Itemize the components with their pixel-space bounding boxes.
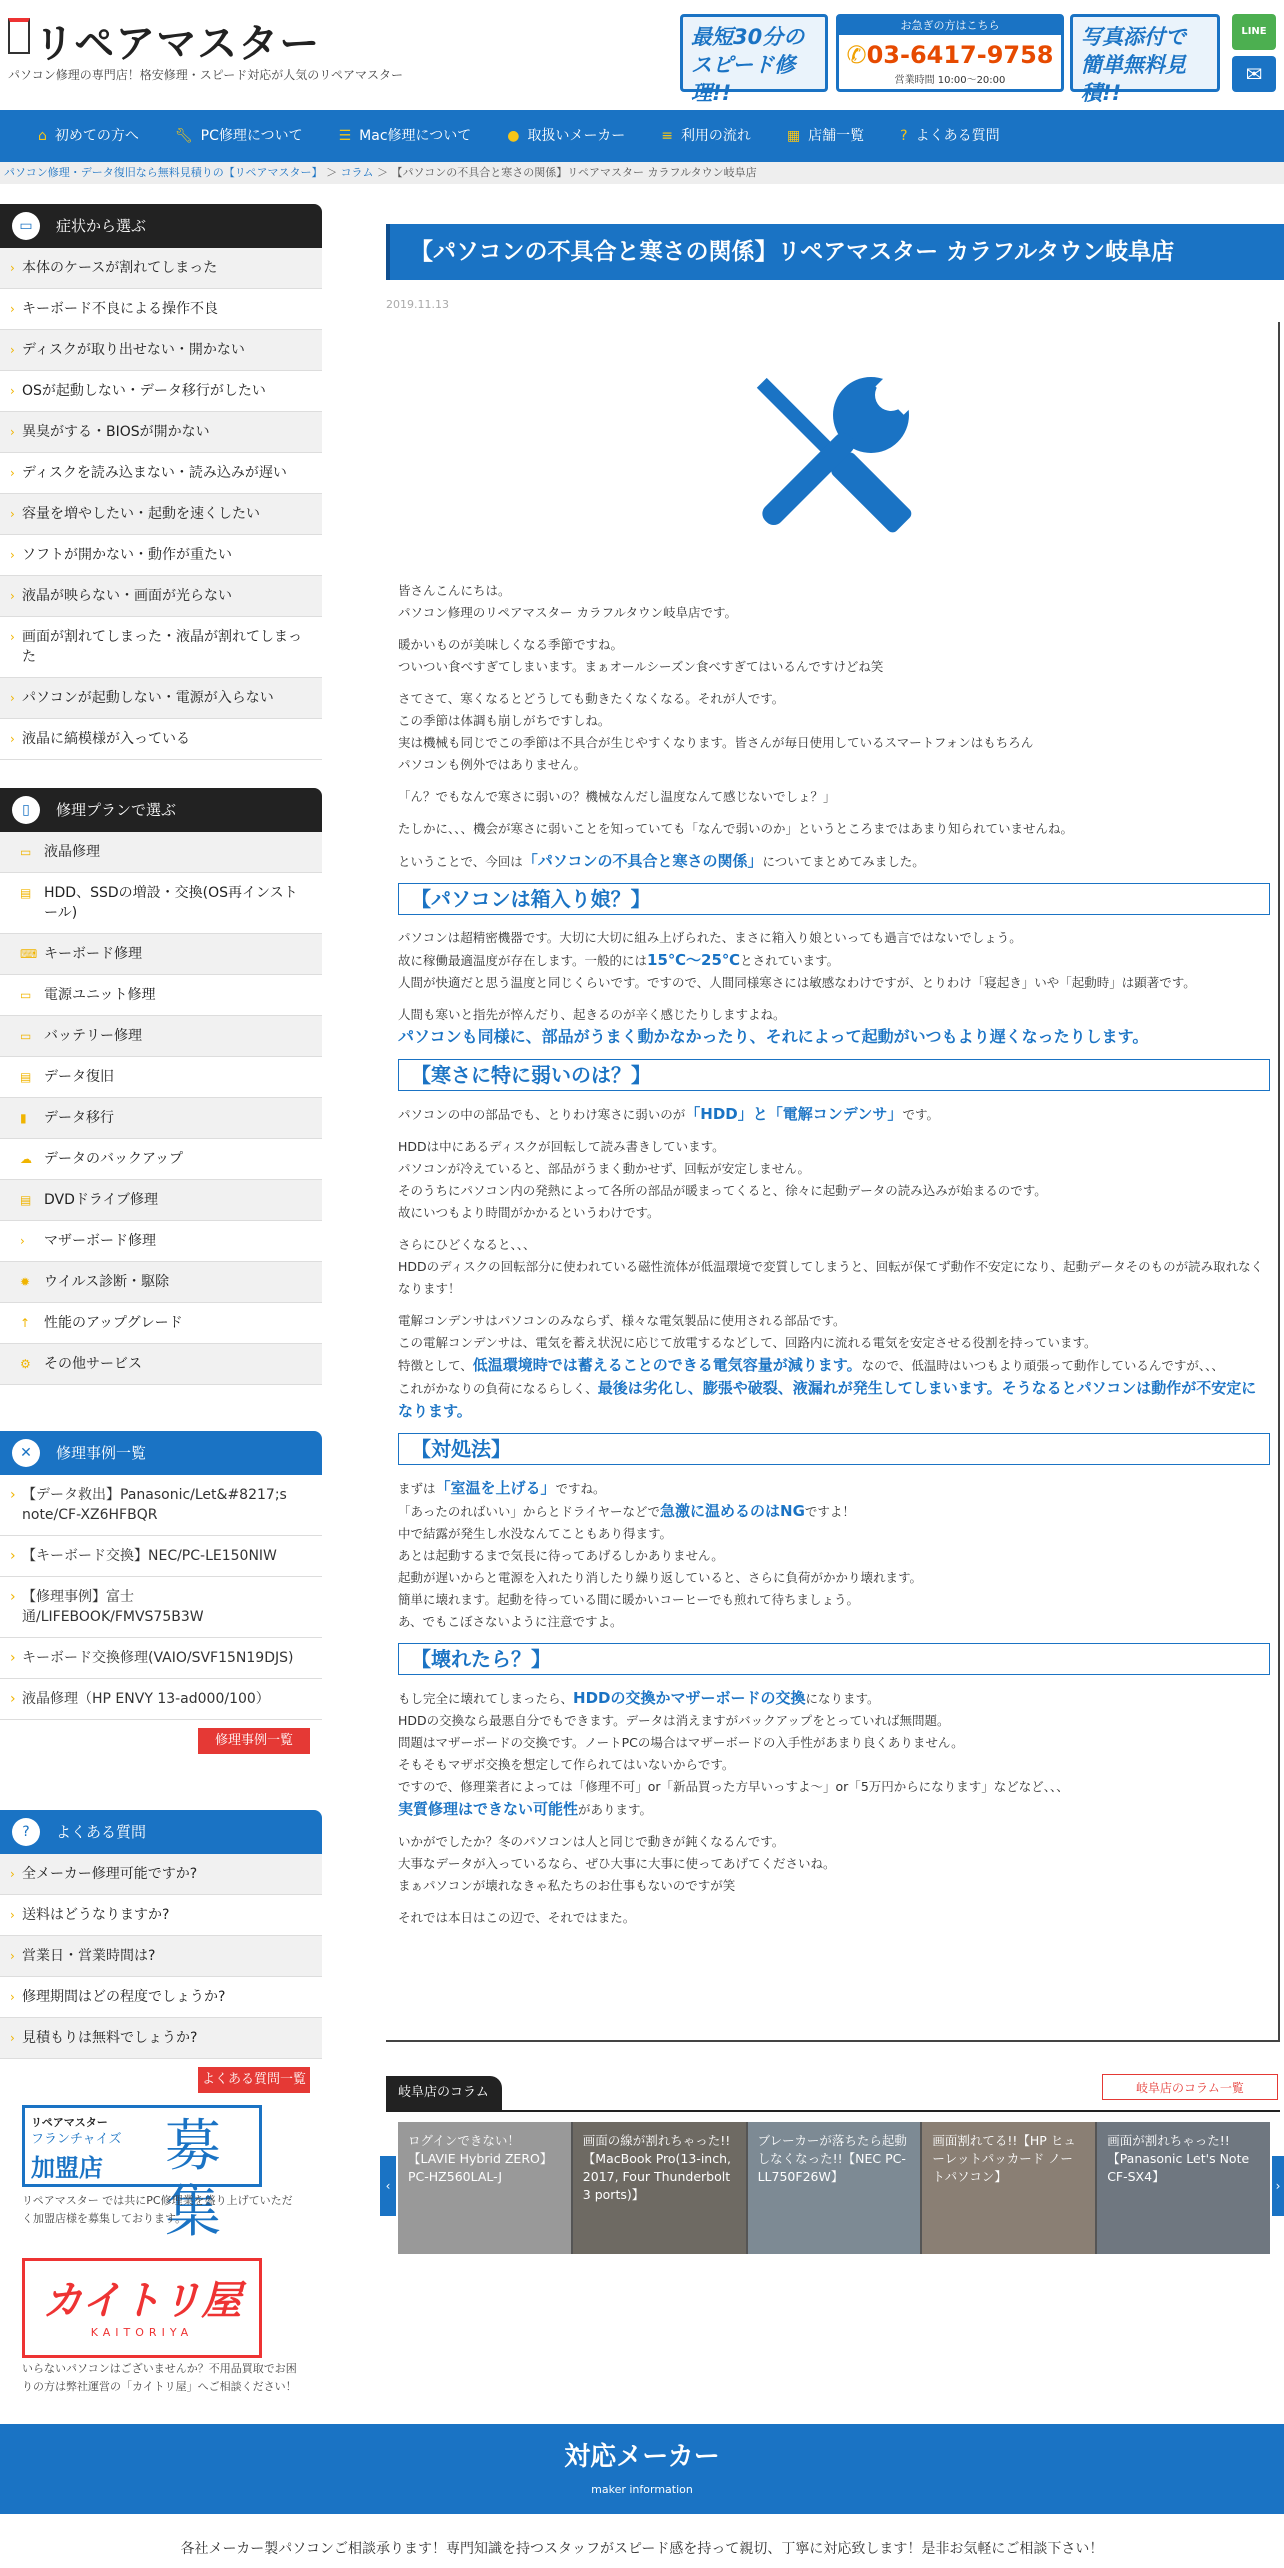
symptom-item[interactable] — [0, 617, 322, 678]
heading-weak: 【寒さに特に弱いのは？】 — [398, 1059, 1270, 1091]
chevron-right-icon: › — [10, 548, 15, 562]
nav-flow[interactable]: ≡ 利用の流れ — [647, 110, 765, 162]
symptom-label: 液晶が映らない・画面が光らない — [22, 588, 232, 604]
text-line: パソコン修理のリペアマスター カラフルタウン岐阜店です。 — [398, 605, 737, 620]
text-line: 問題はマザーボードの交換です。ノートPCの場合はマザーボードの入手性があまり良くありません。 — [398, 1735, 964, 1750]
nav-shops[interactable]: ▦ 店舗一覧 — [773, 110, 878, 162]
heading-fix: 【対処法】 — [398, 1433, 1270, 1465]
plan-label: キーボード修理 — [44, 946, 142, 962]
column-heading: 岐阜店のコラム — [386, 2076, 502, 2110]
chevron-right-icon: › — [10, 732, 15, 746]
faq-item[interactable] — [0, 1977, 322, 2018]
faq-list-button[interactable]: よくある質問一覧 — [198, 2067, 310, 2093]
text-line: あとは起動するまで気長に待ってあげるしかありません。 — [398, 1548, 724, 1563]
plan-item[interactable] — [0, 1139, 322, 1180]
hdd-paragraph — [398, 1136, 1270, 1224]
symptom-item[interactable] — [0, 248, 322, 289]
speed-badge-line2: スピード修理!! — [691, 53, 796, 105]
text-line: ですので、修理業者によっては「修理不可」or「新品買った方早いっすよ〜」or「5万円からになります」などなど、、、 — [398, 1779, 1069, 1794]
breadcrumb-current: 【パソコンの不具合と寒さの関係】リペアマスター カラフルタウン岐阜店 — [391, 166, 757, 179]
text-line: さてさて、寒くなるとどうしても動きたくなくなる。それが人です。 — [398, 691, 785, 706]
symptom-item[interactable] — [0, 453, 322, 494]
post-date: 2019.11.13 — [386, 298, 449, 311]
plan-item[interactable] — [0, 832, 322, 873]
case-label: 【キーボード交換】NEC/PC-LE150NIW — [22, 1548, 277, 1564]
fix-paragraph: まずは「室温を上げる」ですね。 「あったのればいい」からとドライヤーなどで急激に温めるのはNGですよ！ 中で結露が発生し水没なんてこともあり得ます。 あとは起動するまで気長に待ってあげるしかありません。 起動が遅いからと電源を入れたり消したり繰り返していると、さらに負荷がかかり壊れます。 簡単に壊れます。起動を待っている間に暖かいコーヒーでも煎れて待ちましょう。 あ、でもこぼさないように注意ですよ。 — [398, 1479, 923, 1629]
plan-label: ウイルス診断・駆除 — [44, 1274, 170, 1290]
business-hours: 営業時間 10:00〜20:00 — [894, 75, 1006, 86]
drive-icon: ▤ — [20, 886, 32, 900]
symptom-label: 液晶に縞模様が入っている — [22, 731, 190, 747]
faq-item[interactable] — [0, 1854, 322, 1895]
column-card[interactable]: 画面割れてる!!【HP ヒューレットパッカード ノートパソコン】 — [922, 2122, 1095, 2254]
article-body — [398, 580, 1270, 1939]
mail-icon: ✉ — [1245, 62, 1263, 86]
breadcrumb-sep: ＞ — [326, 166, 338, 179]
text-line: さらにひどくなると、、、 — [398, 1237, 536, 1252]
plan-item[interactable] — [0, 934, 322, 975]
column-card[interactable]: ログインできない！【LAVIE Hybrid ZERO】PC-HZ560LAL-J — [398, 2122, 571, 2254]
chevron-right-icon: › — [10, 1908, 15, 1922]
chevron-right-icon: › — [10, 2031, 15, 2045]
plan-item[interactable] — [0, 1098, 322, 1139]
mail-button[interactable] — [1232, 56, 1276, 92]
kt-logo: カイトリ屋 — [42, 2278, 242, 2324]
plan-item[interactable] — [0, 873, 322, 934]
fc-sub: フランチャイズ — [31, 2132, 122, 2147]
nav-first-time[interactable]: ⌂ 初めての方へ — [24, 110, 153, 162]
symptom-label: ディスクを読み込まない・読み込みが遅い — [22, 465, 287, 481]
plan-label: マザーボード修理 — [44, 1233, 156, 1249]
chevron-right-icon: › — [10, 1650, 16, 1666]
text-line: あ、でもこぼさないように注意ですよ。 — [398, 1614, 623, 1629]
chevron-right-icon: › — [10, 1691, 16, 1707]
sidebar — [0, 204, 322, 2105]
question-icon: ? — [900, 128, 908, 144]
symptom-label: OSが起動しない・データ移行がしたい — [22, 383, 266, 399]
phone-repair-icon: ▯ — [12, 796, 40, 824]
file-icon: ▮ — [20, 1111, 27, 1125]
text-line: 故にいつもより時間がかかるというわけです。 — [398, 1205, 660, 1220]
text-line: 中で結露が発生し水没なんてこともあり得ます。 — [398, 1526, 673, 1541]
column-carousel — [398, 2122, 1270, 2254]
chevron-right-icon: › — [10, 343, 15, 357]
case-label: 【修理事例】富士通/LIFEBOOK/FMVS75B3W — [22, 1589, 204, 1625]
gear-icon: ⚙ — [20, 1357, 31, 1371]
plan-item[interactable] — [0, 1180, 322, 1221]
symptom-item[interactable] — [0, 289, 322, 330]
chevron-right-icon: › — [10, 630, 15, 644]
stack-icon: ☰ — [338, 128, 352, 144]
shop-icon: ▦ — [786, 128, 801, 144]
faq-list — [0, 1854, 322, 2059]
case-item[interactable] — [0, 1638, 322, 1679]
hdd-paragraph-2 — [398, 1234, 1270, 1300]
nav-makers[interactable]: ● 取扱いメーカー — [493, 110, 639, 162]
nav-mac-repair[interactable]: ☰ Mac修理について — [325, 110, 486, 162]
faq-item[interactable] — [0, 1936, 322, 1977]
plan-label: その他サービス — [44, 1356, 142, 1372]
box-paragraph: パソコンは超精密機器です。大切に大切に組み上げられた、まさに箱入り娘といっても過言ではないでしょう。 故に稼働最適温度が存在します。一般的には15℃〜25℃とされています。 人間が快適だと思う温度と同じくらいです。ですので、人間同様寒さには敏感なわけですが、とりわけ「寝起き」いや「起動時」は顕著です。 — [398, 930, 1196, 990]
plan-item[interactable] — [0, 1016, 322, 1057]
question-paragraph: 「ん？でもなんで寒さに弱いの？機械なんだし温度なんて感じないでしょ？」 — [398, 789, 836, 804]
tagline: パソコン修理の専門店！格安修理・スピード対応が人気のリペアマスター — [8, 68, 404, 82]
faq-item[interactable] — [0, 2018, 322, 2059]
case-heading: ✕ 修理事例一覧 — [0, 1431, 322, 1475]
symptom-label: 本体のケースが割れてしまった — [22, 260, 218, 276]
site-header — [0, 0, 1284, 110]
faq-label: 見積もりは無料でしょうか? — [22, 2030, 198, 2046]
text-line: 起動が遅いからと電源を入れたり消したり繰り返していると、さらに負荷がかかり壊れます。 — [398, 1570, 923, 1585]
faq-item[interactable] — [0, 1895, 322, 1936]
main-nav — [0, 110, 1284, 162]
breadcrumb — [0, 162, 1284, 184]
plan-label: DVDドライブ修理 — [44, 1192, 159, 1208]
column-card[interactable]: ブレーカーが落ちたら起動しなくなった!!【NEC PC-LL750F26W】 — [748, 2122, 921, 2254]
tools-icon: ✕ — [12, 1439, 40, 1467]
symptom-label: ディスクが取り出せない・開かない — [22, 342, 245, 358]
plan-item[interactable] — [0, 1262, 322, 1303]
faq-label: 送料はどうなりますか? — [22, 1907, 170, 1923]
case-list-button[interactable]: 修理事例一覧 — [198, 1728, 310, 1754]
bye-paragraph: それでは本日はこの辺で、それではまた。 — [398, 1910, 636, 1925]
chevron-right-icon: › — [10, 1589, 16, 1605]
symptom-item[interactable] — [0, 412, 322, 453]
ending-paragraph — [398, 1831, 1270, 1897]
upgrade-icon: ↑ — [20, 1316, 31, 1330]
plan-label: データ復旧 — [44, 1069, 114, 1085]
chevron-right-icon: › — [10, 507, 15, 521]
symptom-label: パソコンが起動しない・電源が入らない — [22, 690, 274, 706]
power-unit-icon: ▭ — [20, 988, 32, 1002]
logo-icon — [8, 18, 30, 54]
symptom-label: 画面が割れてしまった・液晶が割れてしまった — [22, 629, 302, 665]
weak-paragraph: パソコンの中の部品でも、とりわけ寒さに弱いのが「HDD」と「電解コンデンサ」です。 — [398, 1105, 939, 1123]
case-item[interactable] — [0, 1475, 322, 1536]
symptom-label: キーボード不良による操作不良 — [22, 301, 218, 317]
question-circle-icon: ? — [12, 1818, 40, 1846]
phone-number[interactable]: ✆03-6417-9758 — [846, 41, 1054, 69]
symptom-item[interactable] — [0, 535, 322, 576]
case-item[interactable] — [0, 1536, 322, 1577]
maker-subtitle: maker information — [591, 2483, 693, 2496]
plan-item[interactable] — [0, 1057, 322, 1098]
chevron-right-icon: › — [10, 1487, 16, 1503]
case-label: 液晶修理（HP ENVY 13-ad000/100） — [22, 1691, 270, 1707]
fc-brand: リペアマスター — [31, 2116, 108, 2129]
column-divider — [386, 2110, 1280, 2112]
page-title: 【パソコンの不具合と寒さの関係】リペアマスター カラフルタウン岐阜店 — [386, 224, 1284, 280]
symptom-item[interactable] — [0, 371, 322, 412]
text-line: HDDのディスクの回転部分に使われている磁性流体が低温環境で変質してしまうと、回転が保てず動作不安定になり、起動データそのものが読み取れなくなります！ — [398, 1259, 1264, 1296]
case-label: 【データ救出】Panasonic/Let&#8217;s note/CF-XZ6HFBQR — [22, 1487, 287, 1523]
virus-icon: ✹ — [20, 1275, 31, 1289]
nav-pc-repair[interactable]: 🔧︎ PC修理について — [161, 110, 317, 162]
plan-label: 液晶修理 — [44, 844, 100, 860]
chevron-right-icon: › — [10, 691, 15, 705]
plan-list — [0, 832, 322, 1385]
nav-faq[interactable]: ? よくある質問 — [886, 110, 1013, 162]
phone-box-title: お急ぎの方はこちら — [839, 17, 1061, 35]
disc-icon: ▤ — [20, 1193, 32, 1207]
text-line: パソコンが冷えていると、部品がうまく動かせず、回転が安定しません。 — [398, 1161, 811, 1176]
plan-label: データのバックアップ — [44, 1151, 184, 1167]
text-line: HDDの交換なら最悪自分でもできます。データは消えますがバックアップをとっていれば無問題。 — [398, 1713, 950, 1728]
photo-badge-line1: 写真添付で — [1081, 25, 1186, 49]
kaitoriya-text: いらないパソコンはございませんか？不用品買取でお困りの方は弊社運営の「カイトリ屋」へご相談ください！ — [22, 2362, 297, 2393]
line-button[interactable]: LINE — [1232, 14, 1276, 50]
text-line: 大事なデータが入っているなら、ぜひ大事に大事に使ってあげてくださいね。 — [398, 1856, 836, 1871]
plan-item[interactable] — [0, 1344, 322, 1385]
faq-label: 全メーカー修理可能ですか? — [22, 1866, 198, 1882]
phone-contact-box[interactable] — [836, 14, 1064, 92]
symptom-item[interactable] — [0, 494, 322, 535]
symptom-heading: ▭ 症状から選ぶ — [0, 204, 322, 248]
breadcrumb-sep: ＞ — [376, 166, 388, 179]
breadcrumb-column[interactable]: コラム — [340, 166, 374, 179]
photo-estimate-badge[interactable] — [1070, 14, 1220, 105]
heading-broken: 【壊れたら？】 — [398, 1643, 1270, 1675]
text-line: パソコンも例外ではありません。 — [398, 757, 587, 772]
monitor-icon: ▭ — [20, 845, 32, 859]
photo-badge-line2: 簡単無料見積!! — [1081, 53, 1186, 105]
text-line: この電解コンデンサは、電気を蓄え状況に応じて放電するなどして、回路内に流れる電気を安定させる役割を持っています。 — [398, 1335, 1097, 1350]
symptom-item[interactable] — [0, 330, 322, 371]
text-line: いかがでしたか？冬のパソコンは人と同じで動きが鈍くなるんです。 — [398, 1834, 785, 1849]
chevron-left-icon: ‹ — [385, 2179, 391, 2193]
text-line: まぁパソコンが壊れなきゃ私たちのお仕事もないのですが笑 — [398, 1878, 736, 1893]
faq-label: 修理期間はどの程度でしょうか? — [22, 1989, 226, 2005]
symptom-label: 異臭がする・BIOSが開かない — [22, 424, 210, 440]
plan-item[interactable] — [0, 1303, 322, 1344]
cold-paragraph — [398, 688, 1270, 776]
text-line: そのうちにパソコン内の発熱によって各所の部品が暖まってくると、徐々に起動データの読み込みが始まるのです。 — [398, 1183, 1047, 1198]
broken-paragraph: もし完全に壊れてしまったら、HDDの交換かマザーボードの交換になります。 HDDの交換なら最悪自分でもできます。データは消えますがバックアップをとっていれば無問題。 問題はマザーボードの交換です。ノートPCの場合はマザーボードの入手性があまり良くありません。 そもそもマザボ交換を想定して作られてはいないからです。 ですので、修理業者によっては「修理不可」or「新品買った方早いっすよ〜」or「5万円からになります」などなど、、、 実質修理はできない可能性があります。 — [398, 1689, 1069, 1818]
symptom-item[interactable] — [0, 576, 322, 617]
chevron-right-icon: › — [20, 1234, 25, 1248]
plan-label: 電源ユニット修理 — [44, 987, 156, 1003]
wrench-icon: 🔧︎ — [174, 128, 193, 144]
symptom-item[interactable] — [0, 678, 322, 719]
chevron-right-icon: › — [10, 425, 15, 439]
kaitoriya-banner[interactable] — [22, 2258, 262, 2358]
symptom-list — [0, 248, 322, 760]
case-label: キーボード交換修理(VAIO/SVF15N19DJS) — [22, 1650, 294, 1666]
chevron-right-icon: › — [1275, 2179, 1281, 2193]
database-icon: ▤ — [20, 1070, 32, 1084]
text-line: HDDは中にあるディスクが回転して読み書きしています。 — [398, 1139, 725, 1154]
breadcrumb-home[interactable]: パソコン修理・データ復旧なら無料見積りの【リペアマスター】 — [4, 166, 323, 179]
chevron-right-icon: › — [10, 1867, 15, 1881]
keyboard-icon: ⌨ — [20, 947, 38, 961]
column-list-button[interactable]: 岐阜店のコラム一覧 — [1102, 2074, 1278, 2100]
speed-badge-line1: 最短30分の — [691, 25, 805, 49]
heading-box-girl: 【パソコンは箱入り娘？】 — [398, 883, 1270, 915]
intro-paragraph — [398, 580, 1270, 624]
chevron-right-icon: › — [10, 302, 15, 316]
capacitor-paragraph: 電解コンデンサはパソコンのみならず、様々な電気製品に使用される部品です。 この電解コンデンサは、電気を蓄え状況に応じて放電するなどして、回路内に流れる電気を安定させる役割を持っています。 特徴として、低温環境時では蓄えることのできる電気容量が減ります。なので、低温時はいつもより頑張って動作しているんですが、、、 これがかなりの負荷になるらしく、最後は劣化し、膨張や破裂、液漏れが発生してしまいます。そうなるとパソコンは動作が不安定になります。 — [398, 1313, 1257, 1420]
chevron-right-icon: › — [10, 1990, 15, 2004]
chevron-right-icon: › — [10, 589, 15, 603]
speed-repair-badge — [680, 14, 828, 105]
phone-icon: ✆ — [846, 41, 867, 69]
plan-item[interactable] — [0, 975, 322, 1016]
column-card[interactable]: 画面の線が割れちゃった!!【MacBook Pro(13-inch, 2017, Four Thunderbolt 3 ports)】 — [573, 2122, 746, 2254]
summary-paragraph: ということで、今回は「パソコンの不具合と寒さの関係」についてまとめてみました。 — [398, 852, 925, 870]
column-card[interactable]: 画面が割れちゃった!!【Panasonic Let's Note CF-SX4】 — [1097, 2122, 1270, 2254]
text-line: 簡単に壊れます。起動を待っている間に暖かいコーヒーでも煎れて待ちましょう。 — [398, 1592, 860, 1607]
maker-section — [0, 2424, 1284, 2514]
symptom-label: ソフトが開かない・動作が重たい — [22, 547, 232, 563]
chevron-right-icon: › — [10, 466, 15, 480]
box-paragraph-2: 人間も寒いと指先が悴んだり、起きるのが辛く感じたりしますよね。 パソコンも同様に、部品がうまく動かなかったり、それによって起動がいつもより遅くなったりします。 — [398, 1007, 1149, 1046]
text-line: ついつい食べすぎてしまいます。まぁオールシーズン食べすぎてはいるんですけどね笑 — [398, 659, 884, 674]
maker-title: 対応メーカー — [564, 2442, 720, 2472]
text-line: 電解コンデンサはパソコンのみならず、様々な電気製品に使用される部品です。 — [398, 1313, 846, 1328]
list-icon: ≡ — [661, 128, 673, 144]
text-line: 皆さんこんにちは。 — [398, 583, 511, 598]
franchise-text: リペアマスター では共にPC修理業を盛り上げていただく加盟店様を募集しております。 — [22, 2194, 293, 2225]
symptom-label: 容量を増やしたい・起動を速くしたい — [22, 506, 260, 522]
text-line: そもそもマザボ交換を想定して作られてはいないからです。 — [398, 1757, 735, 1772]
season-paragraph — [398, 634, 1270, 678]
tools-icon — [746, 360, 926, 540]
plan-label: バッテリー修理 — [44, 1028, 142, 1044]
faq-heading: ? よくある質問 — [0, 1810, 322, 1854]
carousel-next-button[interactable] — [1272, 2156, 1284, 2216]
house-icon: ⌂ — [38, 128, 47, 144]
plan-label: データ移行 — [44, 1110, 114, 1126]
plan-item[interactable] — [0, 1221, 322, 1262]
chevron-right-icon: › — [10, 1548, 16, 1564]
text-line: 実は機械も同じでこの季節は不具合が生じやすくなります。皆さんが毎日使用しているスマートフォンはもちろん — [398, 735, 1034, 750]
text-line: この季節は体調も崩しがちですしね。 — [398, 713, 611, 728]
backup-icon: ☁ — [20, 1152, 32, 1166]
kt-sub: KAITORIYA — [90, 2326, 194, 2339]
maker-note: 各社メーカー製パソコンご相談承ります！専門知識を持つスタッフがスピード感を持って親切、丁寧に対応致します！是非お気軽にご相談下さい！ — [180, 2541, 1104, 2557]
text-line: 暖かいものが美味しくなる季節ですね。 — [398, 637, 624, 652]
carousel-prev-button[interactable] — [380, 2156, 396, 2216]
plan-label: HDD、SSDの増設・交換(OS再インストール) — [44, 885, 298, 921]
chevron-right-icon: › — [10, 1949, 15, 1963]
faq-label: 営業日・営業時間は? — [22, 1948, 156, 1964]
fc-main: 加盟店 — [31, 2154, 103, 2182]
plan-heading: ▯ 修理プランで選ぶ — [0, 788, 322, 832]
plan-label: 性能のアップグレード — [44, 1315, 183, 1331]
reason-paragraph: たしかに、、、機会が寒さに弱いことを知っていても「なんで弱いのか」というところまではあまり知られていませんね。 — [398, 821, 1074, 836]
chevron-right-icon: › — [10, 261, 15, 275]
case-list — [0, 1475, 322, 1720]
apple-icon: ● — [507, 128, 520, 144]
monitor-icon: ▭ — [12, 212, 40, 240]
site-logo[interactable]: リペアマスター — [34, 21, 321, 67]
fc-big: 募集 — [165, 2114, 221, 2245]
case-item[interactable] — [0, 1679, 322, 1720]
case-item[interactable] — [0, 1577, 322, 1638]
chevron-right-icon: › — [10, 384, 15, 398]
battery-icon: ▭ — [20, 1029, 32, 1043]
symptom-item[interactable] — [0, 719, 322, 760]
